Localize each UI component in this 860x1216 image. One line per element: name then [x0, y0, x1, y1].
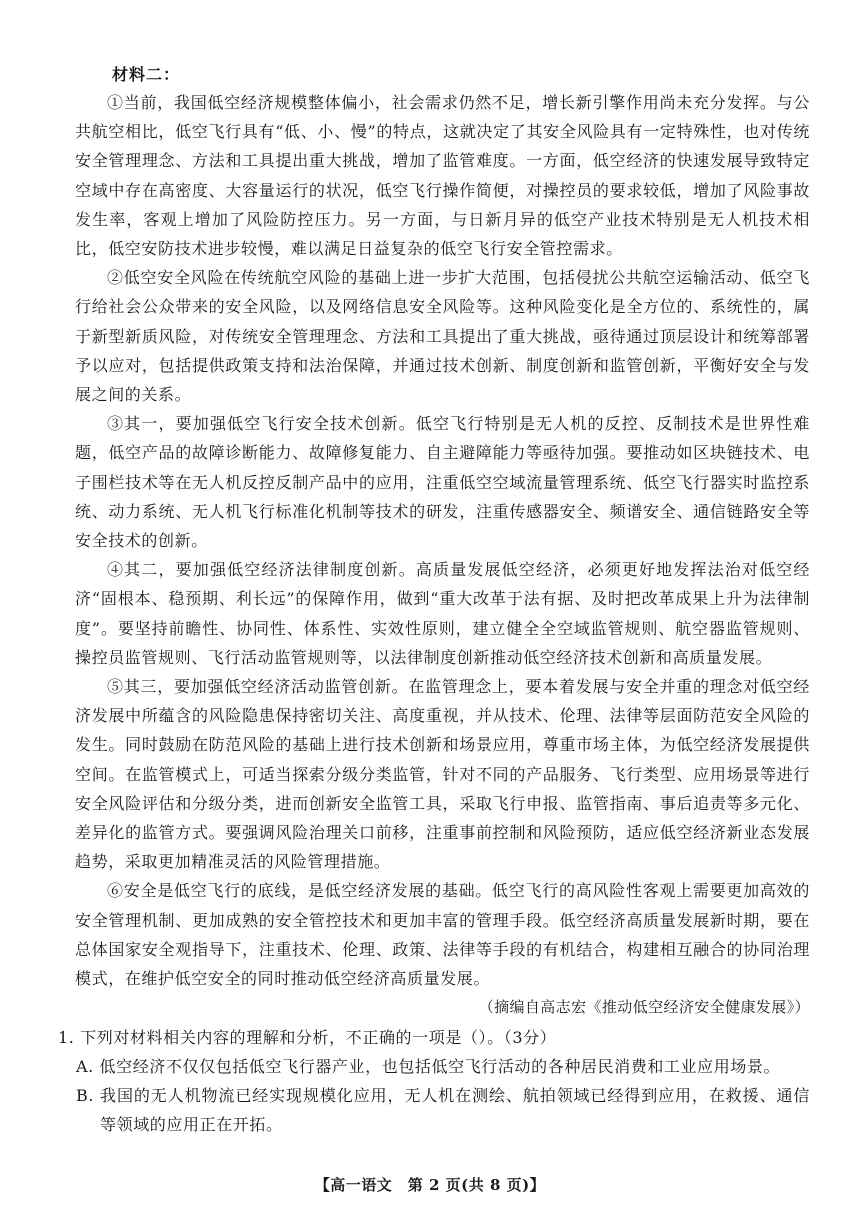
source-citation: （摘编自高志宏《推动低空经济安全健康发展》） — [478, 998, 810, 1017]
question-block — [58, 1023, 810, 1139]
page-footer: 【高一语文 第 2 页(共 8 页)】 — [314, 1176, 546, 1194]
material-body — [75, 88, 810, 1021]
material-heading: 材料二： — [112, 65, 181, 84]
option-a: A. 低空经济不仅仅包括低空飞行器产业，也包括低空飞行活动的各种居民消费和工业应用场景。 — [76, 1057, 781, 1076]
paragraph-1: ①当前，我国低空经济规模整体偏小，社会需求仍然不足，增长新引擎作用尚未充分发挥。与公共航空相比，低空飞行具有“低、小、慢”的特点，这就决定了其安全风险具有一定特殊性，也对传统安全管理理念、方法和工具提出重大挑战，增加了监管难度。一方面，低空经济的快速发展导致特定空域中存在高密度、大容量运行的状况，低空飞行操作简便，对操控员的要求较低，增加了风险事故发生率，客观上增加了风险防控压力。另一方面，与日新月异的低空产业技术特别是无人机技术相比，低空安防技术进步较慢，难以满足日益复杂的低空飞行安全管控需求。 — [75, 93, 810, 259]
paragraph-5: ⑤其三，要加强低空经济活动监管创新。在监管理念上，要本着发展与安全并重的理念对低空经济发展中所蕴含的风险隐患保持密切关注、高度重视，并从技术、伦理、法律等层面防范安全风险的发生。同时鼓励在防范风险的基础上进行技术创新和场景应用，尊重市场主体，为低空经济发展提供空间。在监管模式上，可适当探索分级分类监管，针对不同的产品服务、飞行类型、应用场景等进行安全风险评估和分级分类，进而创新安全监管工具，采取飞行申报、监管指南、事后追责等多元化、差异化的监管方式。要强调风险治理关口前移，注重事前控制和风险预防，适应低空经济新业态发展趋势，采取更加精准灵活的风险管理措施。 — [75, 677, 810, 872]
question-stem: 1. 下列对材料相关内容的理解和分析，不正确的一项是（）。（3分） — [58, 1028, 557, 1047]
paragraph-2: ②低空安全风险在传统航空风险的基础上进一步扩大范围，包括侵扰公共航空运输活动、低空飞行给社会公众带来的安全风险，以及网络信息安全风险等。这种风险变化是全方位的、系统性的，属于新型新质风险，对传统安全管理理念、方法和工具提出了重大挑战，亟待通过顶层设计和统筹部署予以应对，包括提供政策支持和法治保障，并通过技术创新、制度创新和监管创新，平衡好安全与发展之间的关系。 — [75, 268, 810, 405]
paragraph-4: ④其二，要加强低空经济法律制度创新。高质量发展低空经济，必须更好地发挥法治对低空经济“固根本、稳预期、利长远”的保障作用，做到“重大改革于法有据、及时把改革成果上升为法律制度”。要坚持前瞻性、协同性、体系性、实效性原则，建立健全全空域监管规则、航空器监管规则、操控员监管规则、飞行活动监管规则等，以法律制度创新推动低空经济技术创新和高质量发展。 — [75, 560, 810, 667]
paragraph-3: ③其一，要加强低空飞行安全技术创新。低空飞行特别是无人机的反控、反制技术是世界性难题，低空产品的故障诊断能力、故障修复能力、自主避障能力等亟待加强。要推动如区块链技术、电子围栏技术等在无人机反控反制产品中的应用，注重低空空域流量管理系统、低空飞行器实时监控系统、动力系统、无人机飞行标准化机制等技术的研发，注重传感器安全、频谱安全、通信链路安全等安全技术的创新。 — [75, 414, 810, 551]
option-b: B. 我国的无人机物流已经实现规模化应用，无人机在测绘、航拍领域已经得到应用，在救援、通信等领域的应用正在开拓。 — [76, 1086, 810, 1134]
paragraph-6: ⑥安全是低空飞行的底线，是低空经济发展的基础。低空飞行的高风险性客观上需要更加高效的安全管理机制、更加成熟的安全管控技术和更加丰富的管理手段。低空经济高质量发展新时期，要在总体国家安全观指导下，注重技术、伦理、政策、法律等手段的有机结合，构建相互融合的协同治理模式，在维护低空安全的同时推动低空经济高质量发展。 — [75, 881, 810, 989]
